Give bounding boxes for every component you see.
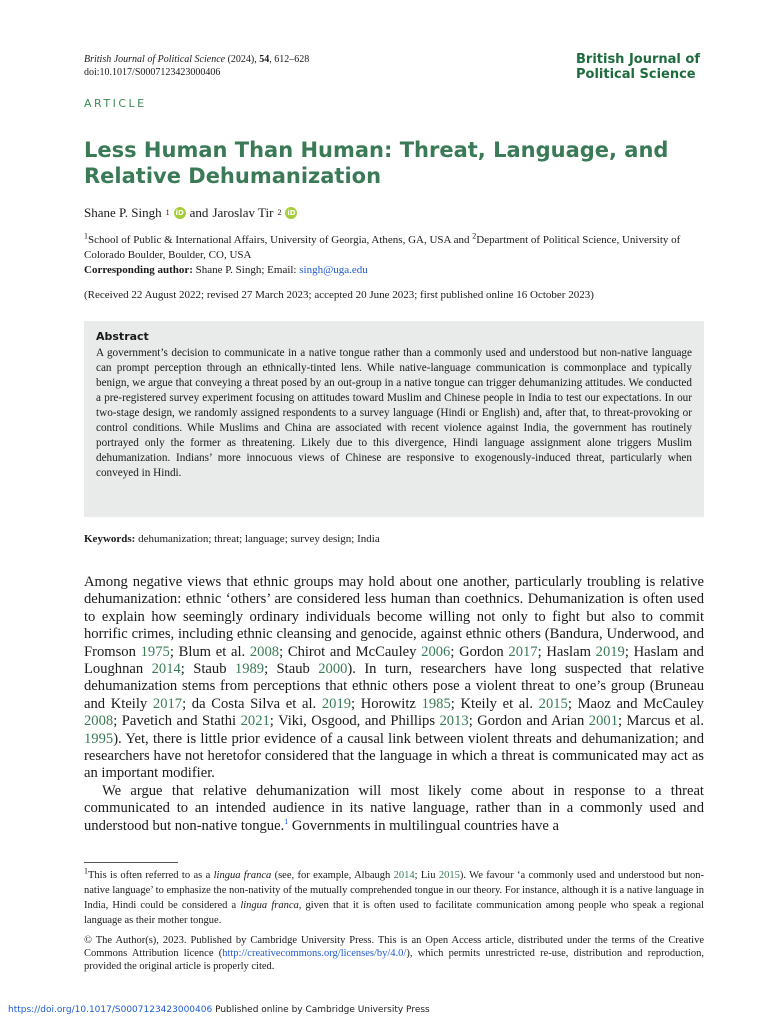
article-title: Less Human Than Human: Threat, Language, and Relative Dehumanization <box>84 138 669 188</box>
orcid-icon[interactable]: iD <box>175 209 184 217</box>
journal-logo: British Journal of Political Science <box>576 52 700 82</box>
copyright-notice: © The Author(s), 2023. Published by Cambridge University Press. This is an Open Access article, distributed under the terms of the Creative Commons Attribution licence (http://creativecommons.org/licenses/by/4.0/), which permits unrestricted re-use, distribution and reproduction, provided the original article is properly cited. <box>84 935 705 972</box>
citation-link[interactable]: 2019 <box>321 695 352 712</box>
author-name[interactable]: Shane P. Singh <box>84 205 162 220</box>
paragraph: We argue that relative dehumanization will most likely come about in response to a threat communicated to an intended audience in its native language, rather than in a commonly used and understood but non-native tongue.$^1$ Governments in multilingual countries have a <box>84 782 704 834</box>
citation-link[interactable]: 2013 <box>439 713 469 730</box>
citation-link[interactable]: 2015 <box>538 695 568 712</box>
citation-link[interactable]: 2017 <box>508 643 538 660</box>
journal-doi: doi:10.1017/S0007123423000406 <box>84 67 221 78</box>
abstract-heading: Abstract <box>96 330 149 343</box>
citation-link[interactable]: 2000 <box>318 661 348 678</box>
citation-link[interactable]: 2006 <box>421 643 451 660</box>
body-text <box>84 574 704 835</box>
citation-link[interactable]: 2019 <box>595 643 625 660</box>
abstract-text: A government’s decision to communicate in a native tongue rather than a commonly used and understood but non-native language can prompt perception through an ethnically-tinted lens. While native-language communication is commonplace and typically benign, we argue that conveying a threat posed by an out-group in a native tongue can trigger dehumanizing attitudes. We conducted a pre-registered survey experiment focusing on attitudes toward Muslim and Chinese people in India to test our expectations. In our two-stage design, we randomly assigned respondents to a survey language (Hindi or English) and, after that, to threat-provoking or control conditions. While Muslims and China are associated with recent violence against India, the government has routinely portrayed only the former as threatening. Likely due to this divergence, Hindi language assignment alone triggers Muslim dehumanization. Indians’ more innocuous views of Chinese are responsive to exogenously-induced threat, particularly when conveyed in Hindi. <box>96 347 692 479</box>
article-type-label: ARTICLE <box>84 97 147 110</box>
corresponding-label: Corresponding author: <box>84 264 193 276</box>
license-link[interactable]: http://creativecommons.org/licenses/by/4.0/ <box>222 948 407 959</box>
footnote-divider <box>84 862 178 863</box>
citation-link[interactable]: 1985 <box>421 695 451 712</box>
footnote-marker[interactable]: 1 <box>284 816 289 826</box>
paragraph: Among negative views that ethnic groups may hold about one another, particularly troubling is relative dehumanization: ethnic ‘others’ are considered less human than coethnics. Dehumanization is often used to explain how seemingly ordinary individuals become willing not only to fight but also to commit horrific crimes, including ethnic cleansing and genocide, against ethnic others (Bandura, Underwood, and Fromson 1975; Blum et al. 2008; Chirot and McCauley 2006; Gordon 2017; Haslam 2019; Haslam and Loughnan 2014; Staub 1989; Staub 2000). In turn, researchers have long suspected that relative dehumanization stems from perceptions that ethnic others pose a violent threat to one’s group (Bruneau and Kteily 2017; da Costa Silva et al. 2019; Horowitz 1985; Kteily et al. 2015; Maoz and McCauley 2008; Pavetich and Stathi 2021; Viki, Osgood, and Phillips 2013; Gordon and Arian 2001; Marcus et al. 1995). Yet, there is little prior evidence of a causal link between violent threats and dehumanization; and researchers have not heretofor considered that the language in which a threat is communicated may act as an important modifier. <box>84 574 705 782</box>
author-list: Shane P. Singh 1 iD and Jaroslav Tir 2 iD <box>84 205 296 220</box>
keywords: Keywords: dehumanization; threat; language; survey design; India <box>84 533 380 545</box>
citation-link[interactable]: 1989 <box>234 661 265 678</box>
journal-volume: 54 <box>259 54 270 65</box>
citation-link[interactable]: 2017 <box>152 695 183 712</box>
author-name[interactable]: Jaroslav Tir <box>212 205 274 220</box>
affiliations: $^1$School of Public & International Affairs, University of Georgia, Athens, GA, USA and $^2$Department of Political Science, University of Colorado Boulder, Boulder, CO, USA Corresponding author: Shane P. Singh; Email: singh@uga.edu <box>84 231 681 276</box>
journal-name: British Journal of Political Science <box>84 54 226 65</box>
citation-link[interactable]: 2014 <box>151 661 181 678</box>
citation-link[interactable]: 2008 <box>84 713 114 730</box>
orcid-icon[interactable]: iD <box>287 209 296 217</box>
citation-link[interactable]: 2015 <box>438 870 460 881</box>
received-dates: (Received 22 August 2022; revised 27 March 2023; accepted 20 June 2023; first published online 16 October 2023) <box>84 289 594 301</box>
citation-link[interactable]: 1995 <box>84 730 114 747</box>
citation-link[interactable]: 1975 <box>140 643 170 660</box>
citation-link[interactable]: 2008 <box>249 643 280 660</box>
citation-link[interactable]: 2014 <box>393 870 415 881</box>
page-footer: https://doi.org/10.1017/S0007123423000406 Published online by Cambridge University Press <box>8 1005 430 1015</box>
citation-link[interactable]: 2001 <box>588 713 618 730</box>
footnote: $^1$This is often referred to as a lingua franca (see, for example, Albaugh 2014; Liu 2015). We favour ‘a commonly used and understood but non-native language’ to emphasize the non-nativity of the mutually comprehended tongue in our theory. For instance, although it is a native language in India, Hindi could be considered a lingua franca, given that it is often used to facilitate communication among people who speak a regional language as their mother tongue. <box>84 866 705 926</box>
journal-citation: British Journal of Political Science (2024), 54, 612–628 doi:10.1017/S0007123423000406 <box>84 54 310 78</box>
doi-link[interactable]: https://doi.org/10.1017/S0007123423000406 <box>8 1005 213 1015</box>
citation-link[interactable]: 2021 <box>240 713 270 730</box>
email-link[interactable]: singh@uga.edu <box>299 264 368 276</box>
